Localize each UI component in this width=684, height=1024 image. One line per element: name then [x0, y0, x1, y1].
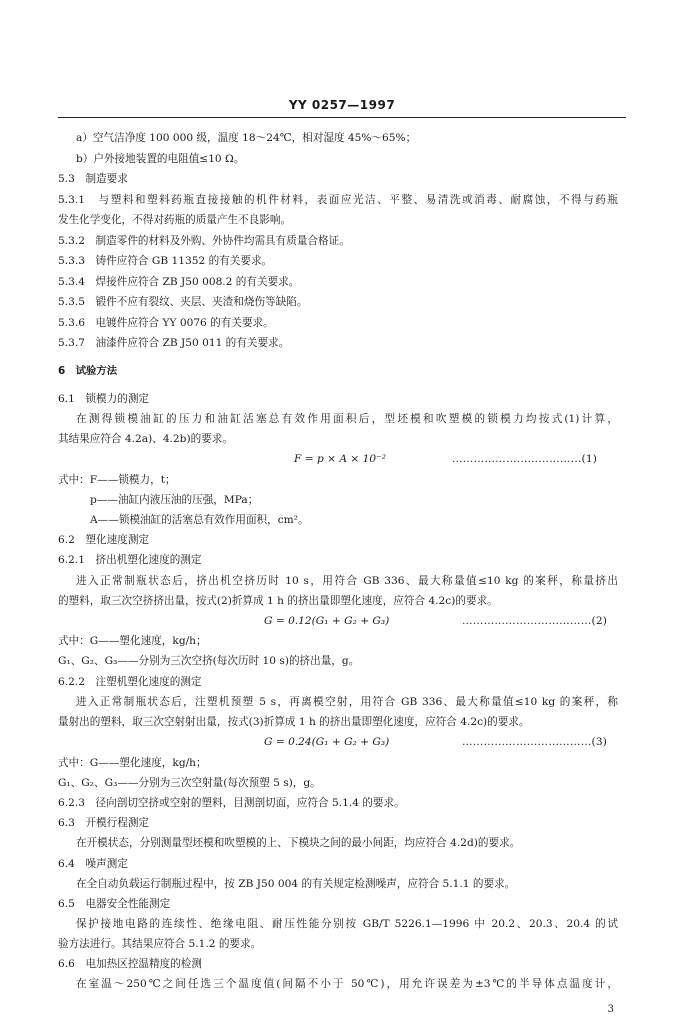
text-line: 在测得锁模油缸的压力和油缸活塞总有效作用面积后，型坯模和吹塑模的锁模力均按式(1)计算，: [76, 413, 618, 425]
section-heading: 6.2.1 挤出机塑化速度的测定: [58, 554, 202, 566]
section-heading: 6.1 锁模力的测定: [58, 393, 150, 405]
equation-number-1: ………………………………(1): [452, 453, 598, 465]
section-heading: 6.2.2 注塑机塑化速度的测定: [58, 676, 202, 688]
text-line: 5.3.7 油漆件应符合 ZB J50 011 的有关要求。: [58, 337, 290, 349]
section-heading: 6.5 电器安全性能测定: [58, 898, 171, 910]
text-line: 其结果应符合 4.2a)、4.2b)的要求。: [58, 433, 233, 445]
text-line: 式中：G——塑化速度，kg/h；: [58, 635, 207, 647]
text-line: a）空气洁净度 100 000 级，温度 18～24℃，相对湿度 45%～65%；: [76, 132, 417, 144]
formula-3: G = 0.24(G₁ + G₂ + G₃): [264, 736, 390, 748]
text-line: 式中：F——锁模力，t；: [58, 474, 176, 486]
text-line: 5.3.3 铸件应符合 GB 11352 的有关要求。: [58, 255, 273, 267]
text-line: 保护接地电路的连续性、绝缘电阻、耐压性能分别按 GB/T 5226.1—1996 中 20.2、20.3、20.4 的试: [76, 918, 618, 930]
text-line: b）户外接地装置的电阻值≤10 Ω。: [76, 153, 245, 165]
text-line: 在室温～250℃之间任选三个温度值(间隔不小于 50℃)，用允许误差为±3℃的半导体点温度计，: [76, 978, 618, 990]
text-line: 进入正常制瓶状态后，挤出机空挤历时 10 s，用符合 GB 336、最大称量值≤10 kg 的案秤，称量挤出: [76, 575, 618, 587]
text-line: 5.3.1 与塑料和塑料药瓶直接接触的机件材料，表面应光洁、平整、易清洗或消毒、耐腐蚀，不得与药瓶: [58, 194, 618, 206]
page-number: 3: [607, 1004, 614, 1015]
equation-number-3: ………………………………(3): [462, 736, 608, 748]
text-line: 量射出的塑料，取三次空射射出量，按式(3)折算成 1 h 的挤出量即塑化速度，应符合 4.2c)的要求。: [58, 716, 530, 728]
text-line: 式中：G——塑化速度，kg/h；: [58, 757, 207, 769]
section-heading: 5.3 制造要求: [58, 173, 128, 185]
text-line: 6.2.3 径向剖切空挤或空射的塑料，目测剖切面，应符合 5.1.4 的要求。: [58, 797, 405, 809]
text-line: p——油缸内液压油的压强，MPa；: [90, 494, 259, 506]
text-line: 5.3.5 锻件不应有裂纹、夹层、夹渣和烧伤等缺陷。: [58, 296, 308, 308]
text-line: G₁、G₂、G₃——分别为三次空挤(每次历时 10 s)的挤出量，g。: [58, 655, 360, 667]
text-line: A——锁模油缸的活塞总有效作用面积，cm²。: [90, 514, 309, 526]
formula-1: F = p × A × 10⁻²: [294, 453, 386, 465]
section-heading: 6.4 噪声测定: [58, 858, 128, 870]
text-line: G₁、G₂、G₃——分别为三次空射量(每次预塑 5 s)，g。: [58, 777, 321, 789]
header-divider: [58, 117, 626, 118]
text-line: 5.3.2 制造零件的材料及外购、外协件均需具有质量合格证。: [58, 235, 350, 247]
section-heading: 6.6 电加热区控温精度的检测: [58, 958, 202, 970]
formula-2: G = 0.12(G₁ + G₂ + G₃): [264, 615, 390, 627]
text-line: 进入正常制瓶状态后，注塑机预塑 5 s，再离模空射，用符合 GB 336、最大称量值≤10 kg 的案秤，称: [76, 696, 618, 708]
section-heading: 6.3 开模行程测定: [58, 817, 150, 829]
section-heading: 6.2 塑化速度测定: [58, 534, 150, 546]
text-line: 5.3.6 电镀件应符合 YY 0076 的有关要求。: [58, 317, 274, 329]
text-line: 5.3.4 焊接件应符合 ZB J50 008.2 的有关要求。: [58, 276, 300, 288]
text-line: 验方法进行。其结果应符合 5.1.2 的要求。: [58, 938, 262, 950]
equation-number-2: ………………………………(2): [462, 615, 608, 627]
text-line: 在开模状态，分别测量型坯模和吹塑模的上、下模块之间的最小间距，均应符合 4.2d)的要求。: [76, 837, 521, 849]
header-title: YY 0257—1997: [288, 98, 396, 112]
text-line: 发生化学变化，不得对药瓶的质量产生不良影响。: [58, 214, 292, 226]
text-line: 在全自动负载运行制瓶过程中，按 ZB J50 004 的有关规定检测噪声，应符合 5.1.1 的要求。: [76, 878, 516, 890]
text-line: 的塑料，取三次空挤挤出量，按式(2)折算成 1 h 的挤出量即塑化速度，应符合 4.2c)的要求。: [58, 595, 498, 607]
chapter-heading: 6 试验方法: [58, 365, 118, 377]
